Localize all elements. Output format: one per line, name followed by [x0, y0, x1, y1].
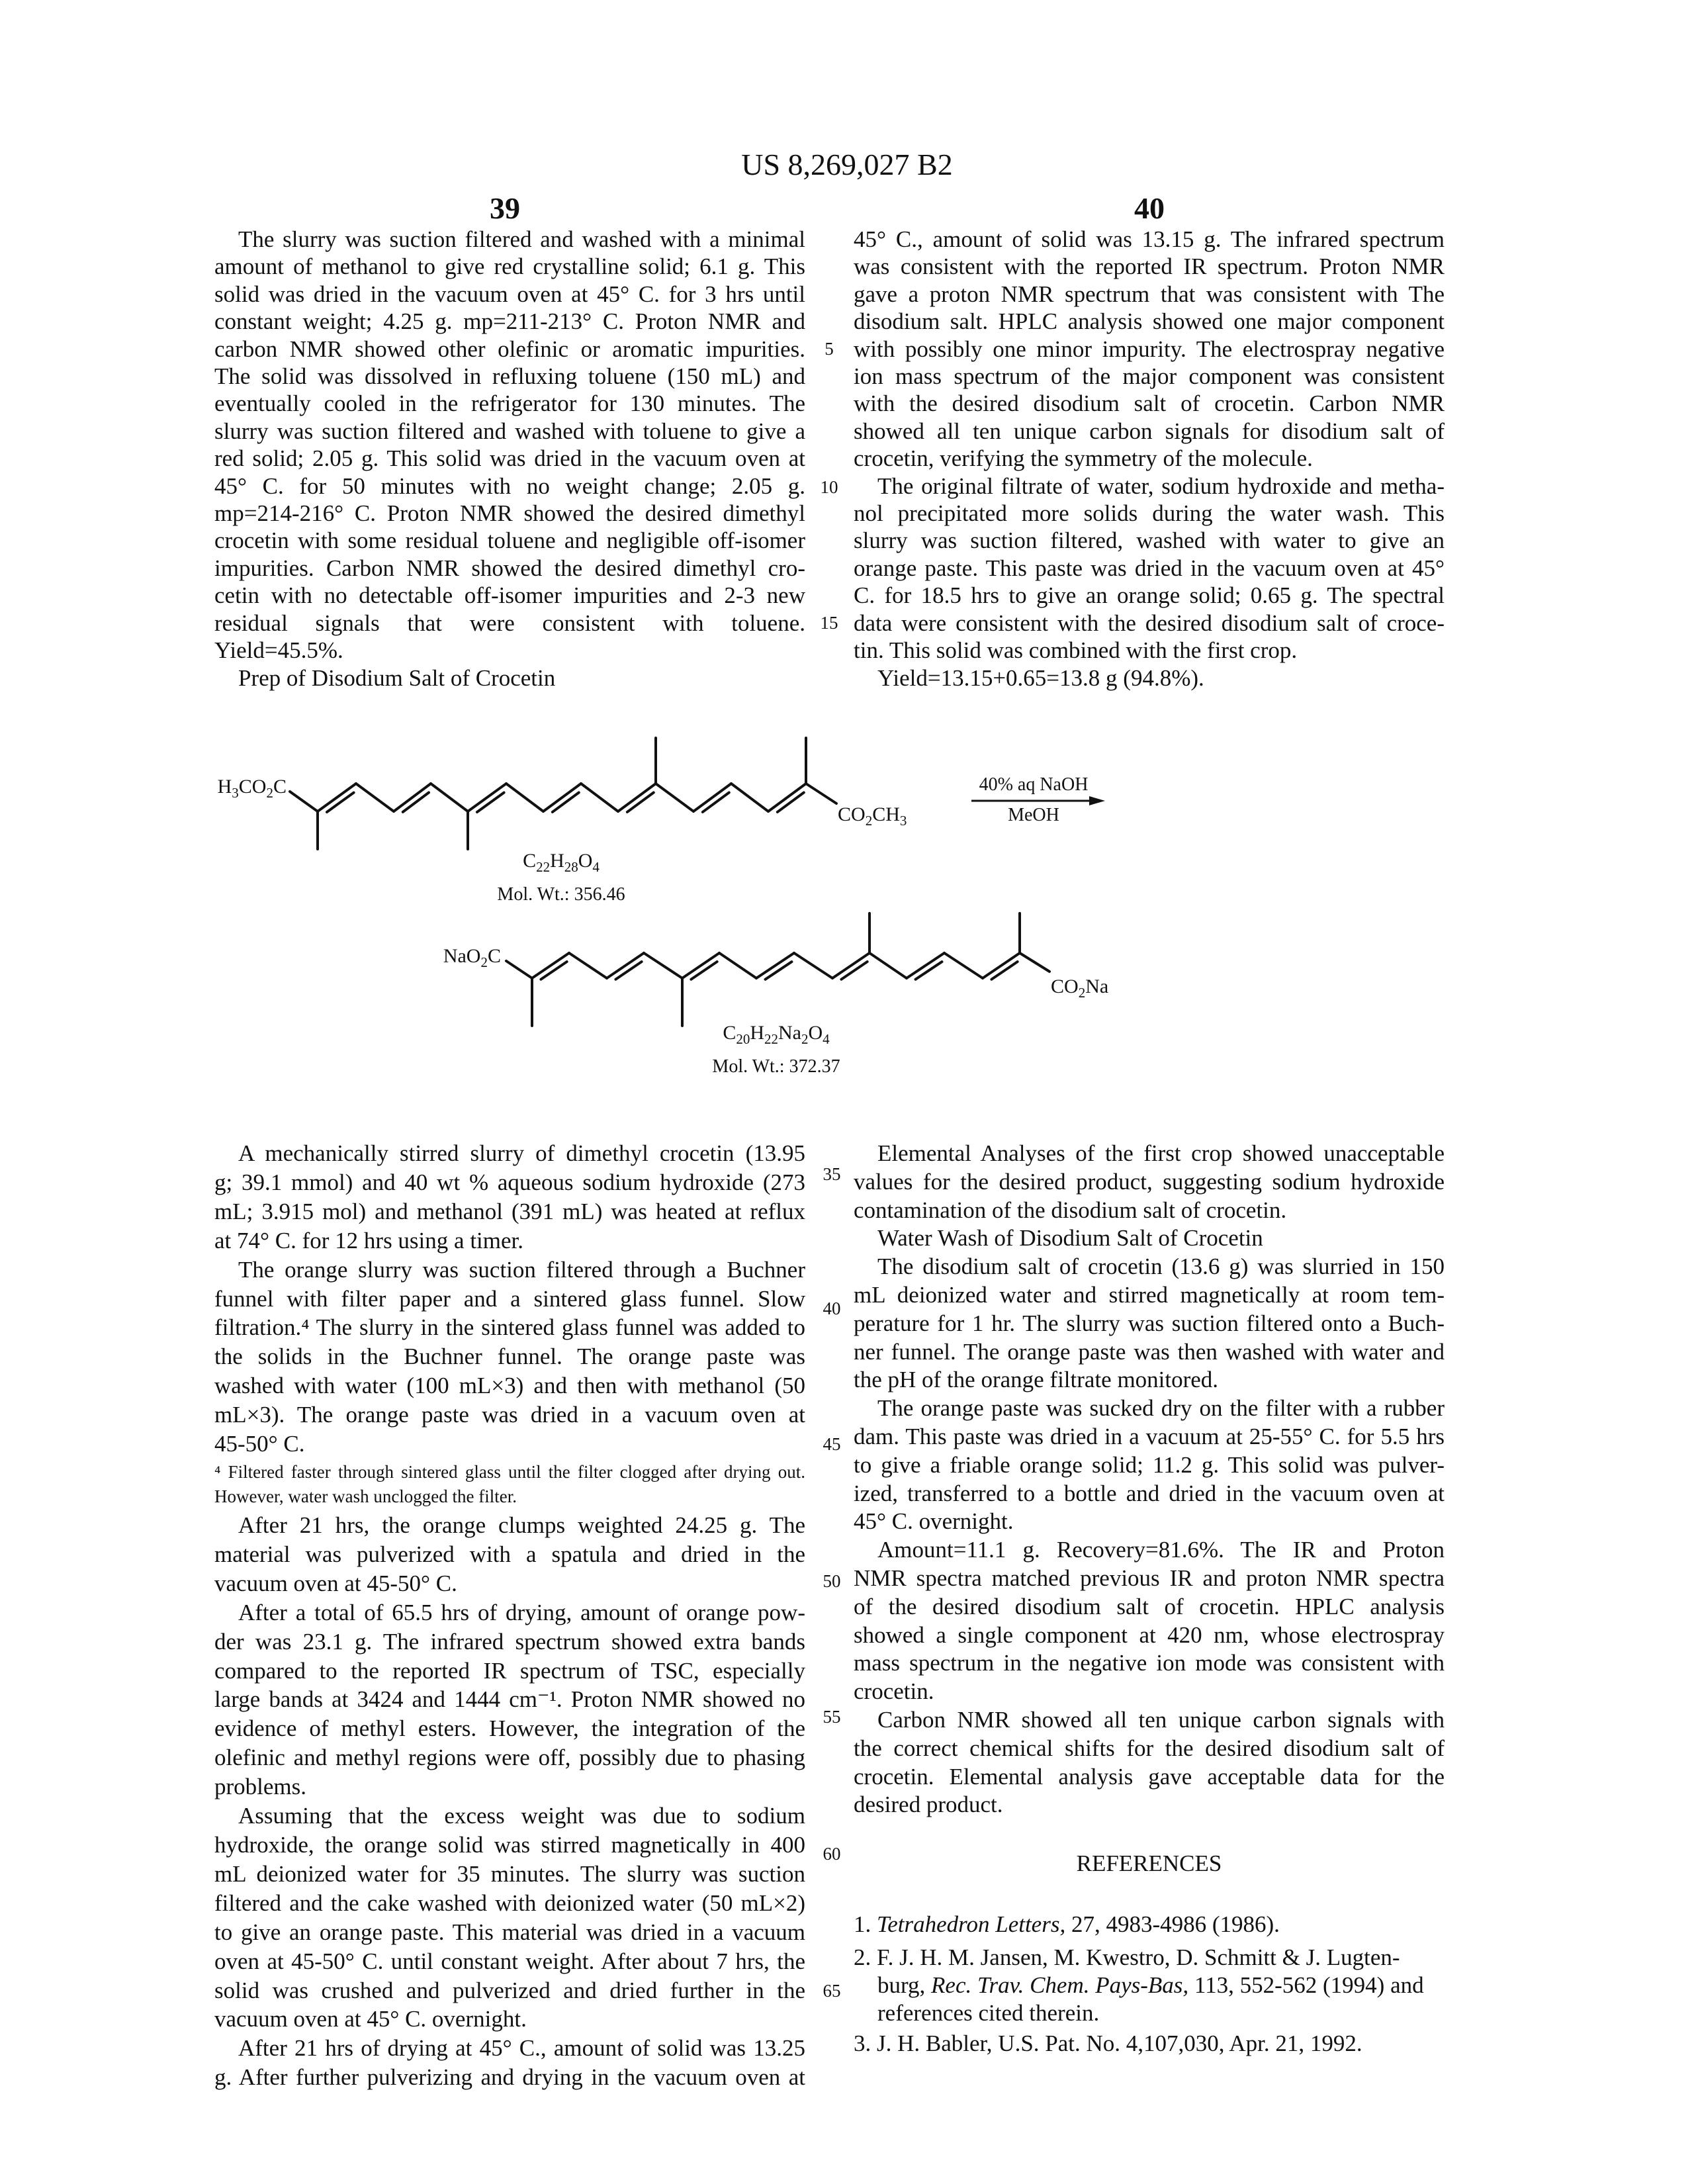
double-bond: [907, 953, 944, 978]
ref-authors-cont: burg,: [877, 1972, 931, 1998]
text-line: The original filtrate of water, sodium hydroxide and metha-: [854, 473, 1445, 500]
single-bond: [569, 953, 607, 978]
text-line: slurry was suction filtered, washed with water to give an: [854, 527, 1445, 554]
text-line: mL deionized water and stirred magnetically at room tem-: [854, 1281, 1445, 1310]
line-number: 45: [815, 1434, 848, 1454]
text-line: mL×3). The orange paste was dried in a vacuum oven at: [214, 1400, 805, 1430]
text-line: nol precipitated more solids during the water wash. This: [854, 500, 1445, 527]
text-line: The orange slurry was suction filtered through a Buchner: [214, 1255, 805, 1285]
text-line: problems.: [214, 1772, 805, 1801]
text-line: Carbon NMR showed all ten unique carbon signals with: [854, 1706, 1445, 1735]
text-line: gave a proton NMR spectrum that was consistent with The: [854, 281, 1445, 308]
ref-number: 3.: [854, 2030, 877, 2056]
text-line: C. for 18.5 hrs to give an orange solid; 0.65 g. The spectral: [854, 582, 1445, 609]
text-line: Elemental Analyses of the first crop showed unacceptable: [854, 1140, 1445, 1168]
patent-number: US 8,269,027 B2: [0, 147, 1694, 182]
reference-item: [854, 1911, 1445, 1938]
text-line: ner funnel. The orange paste was then washed with water and: [854, 1338, 1445, 1367]
single-bond: [431, 784, 468, 811]
single-bond: [506, 784, 543, 811]
text-line: hydroxide, the orange solid was stirred magnetically in 400: [214, 1831, 805, 1860]
text-line: dam. This paste was dried in a vacuum at 25-55° C. for 5.5 hrs: [854, 1423, 1445, 1451]
text-line: constant weight; 4.25 g. mp=211-213° C. Proton NMR and: [214, 308, 805, 335]
text-line: residual signals that were consistent with toluene.: [214, 610, 805, 637]
product-right-label: CO2Na: [1051, 976, 1108, 1001]
text-line: with the desired disodium salt of crocetin. Carbon NMR: [854, 390, 1445, 417]
reaction-scheme: [0, 0, 1694, 1125]
double-bond: [618, 784, 656, 811]
text-line: vacuum oven at 45-50° C.: [214, 1569, 805, 1598]
text-line: After 21 hrs of drying at 45° C., amount of solid was 13.25: [214, 2034, 805, 2063]
line-number: 10: [813, 477, 846, 497]
text-line: filtration.⁴ The slurry in the sintered glass funnel was added to: [214, 1313, 805, 1342]
references-heading: REFERENCES: [854, 1850, 1445, 1877]
double-bond: [394, 784, 431, 811]
text-line: ized, transferred to a bottle and dried in the vacuum oven at: [854, 1480, 1445, 1508]
double-bond: [468, 784, 506, 811]
text-line: evidence of methyl esters. However, the integration of the: [214, 1714, 805, 1743]
text-line: 45° C., amount of solid was 13.15 g. The infrared spectrum: [854, 226, 1445, 253]
page-number-left: 39: [465, 191, 545, 226]
text-line: tin. This solid was combined with the first crop.: [854, 637, 1445, 664]
text-line: filtered and the cake washed with deionized water (50 mL×2): [214, 1889, 805, 1918]
text-line: mp=214-216° C. Proton NMR showed the desired dimethyl: [214, 500, 805, 527]
double-bond: [607, 953, 644, 978]
text-line: the solids in the Buchner funnel. The orange paste was: [214, 1342, 805, 1371]
text-line: to give a friable orange solid; 11.2 g. This solid was pulver-: [854, 1451, 1445, 1480]
text-line: to give an orange paste. This material was dried in a vacuum: [214, 1918, 805, 1947]
text-line: ion mass spectrum of the major component was consistent: [854, 363, 1445, 390]
text-line: However, water wash unclogged the filter.: [214, 1484, 805, 1509]
single-bond: [1020, 953, 1049, 972]
line-number: 65: [815, 1981, 848, 2001]
text-line: data were consistent with the desired disodium salt of croce-: [854, 610, 1445, 637]
double-bond: [318, 784, 356, 811]
product-mol-wt: Mol. Wt.: 372.37: [712, 1056, 840, 1077]
text-line: values for the desired product, suggesting sodium hydroxide: [854, 1168, 1445, 1197]
text-line: washed with water (100 mL×3) and then with methanol (50: [214, 1371, 805, 1400]
text-line: of the desired disodium salt of crocetin. HPLC analysis: [854, 1593, 1445, 1621]
reference-item: [854, 2030, 1445, 2058]
text-line: carbon NMR showed other olefinic or aromatic impurities.: [214, 336, 805, 363]
text-line: Yield=13.15+0.65=13.8 g (94.8%).: [854, 664, 1445, 692]
ref-detail: 27, 4983-4986 (1986).: [1065, 1911, 1280, 1937]
double-bond: [768, 784, 806, 811]
reagent-top: 40% aq NaOH: [979, 774, 1089, 795]
single-bond: [506, 961, 532, 978]
single-bond: [644, 953, 682, 978]
text-line: perature for 1 hr. The slurry was suction filtered onto a Buch-: [854, 1310, 1445, 1338]
reactant-mol-wt: Mol. Wt.: 356.46: [497, 884, 625, 905]
product-left-label: NaO2C: [443, 945, 501, 970]
ref-journal: Tetrahedron Letters,: [877, 1911, 1065, 1937]
text-line: crocetin.: [854, 1678, 1445, 1706]
page-number-right: 40: [1110, 191, 1189, 226]
reference-item: [854, 1944, 1445, 2027]
text-line: material was pulverized with a spatula and dried in the: [214, 1540, 805, 1569]
ref-number: 2.: [854, 1944, 877, 1970]
single-bond: [290, 792, 318, 811]
line-number: 40: [815, 1298, 848, 1318]
ref-detail: J. H. Babler, U.S. Pat. No. 4,107,030, Apr. 21, 1992.: [877, 2030, 1362, 2056]
text-line: The orange paste was sucked dry on the filter with a rubber: [854, 1394, 1445, 1423]
text-line: olefinic and methyl regions were off, possibly due to phasing: [214, 1743, 805, 1772]
text-line: solid was crushed and pulverized and dried further in the: [214, 1976, 805, 2005]
text-line: mL deionized water for 35 minutes. The slurry was suction: [214, 1860, 805, 1889]
text-line: slurry was suction filtered and washed with toluene to give a: [214, 418, 805, 445]
text-line: mass spectrum in the negative ion mode was consistent with: [854, 1649, 1445, 1678]
text-line: mL; 3.915 mol) and methanol (391 mL) was heated at reflux: [214, 1197, 805, 1226]
text-line: g; 39.1 mmol) and 40 wt % aqueous sodium hydroxide (273: [214, 1168, 805, 1197]
text-line: disodium salt. HPLC analysis showed one major component: [854, 308, 1445, 335]
text-line: funnel with filter paper and a sintered glass funnel. Slow: [214, 1285, 805, 1314]
ref-detail: 113, 552-562 (1994) and: [1188, 1972, 1423, 1998]
text-line: impurities. Carbon NMR showed the desired dimethyl cro-: [214, 555, 805, 582]
single-bond: [356, 784, 394, 811]
single-bond: [869, 953, 907, 978]
text-line: orange paste. This paste was dried in the vacuum oven at 45°: [854, 555, 1445, 582]
ref-number: 1.: [854, 1911, 877, 1937]
text-line: der was 23.1 g. The infrared spectrum showed extra bands: [214, 1627, 805, 1657]
text-line: A mechanically stirred slurry of dimethyl crocetin (13.95: [214, 1139, 805, 1168]
text-line: eventually cooled in the refrigerator for 130 minutes. The: [214, 390, 805, 417]
text-line: Prep of Disodium Salt of Crocetin: [214, 664, 805, 692]
footnote: [214, 1460, 805, 1509]
arrow-head-icon: [1089, 796, 1105, 805]
column-left-bottom-b: [214, 1511, 805, 2092]
text-line: amount of methanol to give red crystalline solid; 6.1 g. This: [214, 253, 805, 280]
text-line: crocetin. Elemental analysis gave acceptable data for the: [854, 1763, 1445, 1792]
reactant-right-label: CO2CH3: [838, 803, 907, 829]
text-line: The disodium salt of crocetin (13.6 g) was slurried in 150: [854, 1253, 1445, 1281]
column-right-bottom: [854, 1140, 1445, 1819]
text-line: After 21 hrs, the orange clumps weighted 24.25 g. The: [214, 1511, 805, 1540]
text-line: crocetin with some residual toluene and negligible off-isomer: [214, 527, 805, 554]
text-line: The slurry was suction filtered and washed with a minimal: [214, 226, 805, 253]
text-line: 45° C. for 50 minutes with no weight change; 2.05 g.: [214, 473, 805, 500]
single-bond: [944, 953, 983, 978]
double-bond: [682, 953, 719, 978]
text-line: cetin with no detectable off-isomer impurities and 2-3 new: [214, 582, 805, 609]
text-line: solid was dried in the vacuum oven at 45° C. for 3 hrs until: [214, 281, 805, 308]
text-line: Assuming that the excess weight was due to sodium: [214, 1801, 805, 1831]
single-bond: [731, 784, 768, 811]
product-formula: C20H22Na2O4: [723, 1022, 830, 1047]
text-line: was consistent with the reported IR spectrum. Proton NMR: [854, 253, 1445, 280]
text-line: desired product.: [854, 1791, 1445, 1819]
line-number: 15: [813, 613, 846, 633]
line-number: 35: [815, 1164, 848, 1184]
single-bond: [656, 784, 693, 811]
text-line: compared to the reported IR spectrum of TSC, especially: [214, 1657, 805, 1686]
text-line: at 74° C. for 12 hrs using a timer.: [214, 1226, 805, 1255]
line-number: 60: [815, 1844, 848, 1864]
text-line: Yield=45.5%.: [214, 637, 805, 664]
double-bond: [983, 953, 1020, 978]
reactant-formula: C22H28O4: [523, 850, 600, 875]
single-bond: [581, 784, 618, 811]
text-line: the pH of the orange filtrate monitored.: [854, 1366, 1445, 1394]
text-line: Water Wash of Disodium Salt of Crocetin: [854, 1224, 1445, 1253]
double-bond: [832, 953, 869, 978]
text-line: The solid was dissolved in refluxing toluene (150 mL) and: [214, 363, 805, 390]
text-line: oven at 45-50° C. until constant weight. After about 7 hrs, the: [214, 1947, 805, 1976]
line-number: 5: [813, 339, 846, 359]
text-line: 45° C. overnight.: [854, 1508, 1445, 1536]
double-bond: [756, 953, 794, 978]
text-line: NMR spectra matched previous IR and proton NMR spectra: [854, 1565, 1445, 1593]
text-line: contamination of the disodium salt of crocetin.: [854, 1197, 1445, 1225]
double-bond: [543, 784, 581, 811]
text-line: red solid; 2.05 g. This solid was dried in the vacuum oven at: [214, 445, 805, 472]
ref-journal: Rec. Trav. Chem. Pays-Bas,: [931, 1972, 1188, 1998]
text-line: showed all ten unique carbon signals for disodium salt of: [854, 418, 1445, 445]
line-number: 55: [815, 1707, 848, 1727]
text-line: with possibly one minor impurity. The electrospray negative: [854, 336, 1445, 363]
single-bond: [806, 784, 836, 803]
reagent-bottom: MeOH: [1008, 805, 1059, 825]
text-line: showed a single component at 420 nm, whose electrospray: [854, 1621, 1445, 1650]
column-left-bottom-a: [214, 1139, 805, 1459]
double-bond: [693, 784, 731, 811]
text-line: 45-50° C.: [214, 1430, 805, 1459]
double-bond: [532, 953, 569, 978]
single-bond: [794, 953, 832, 978]
text-line: vacuum oven at 45° C. overnight.: [214, 2005, 805, 2034]
reactant-left-label: H3CO2C: [218, 776, 287, 801]
text-line: crocetin, verifying the symmetry of the molecule.: [854, 445, 1445, 472]
text-line: After a total of 65.5 hrs of drying, amount of orange pow-: [214, 1598, 805, 1627]
text-line: Amount=11.1 g. Recovery=81.6%. The IR and Proton: [854, 1536, 1445, 1565]
text-line: ⁴ Filtered faster through sintered glass until the filter clogged after drying out.: [214, 1460, 805, 1484]
single-bond: [719, 953, 756, 978]
ref-detail-cont: references cited therein.: [854, 1999, 1445, 2027]
line-number: 50: [815, 1571, 848, 1591]
text-line: large bands at 3424 and 1444 cm⁻¹. Proton NMR showed no: [214, 1685, 805, 1714]
text-line: the correct chemical shifts for the desired disodium salt of: [854, 1735, 1445, 1763]
ref-authors: F. J. H. M. Jansen, M. Kwestro, D. Schmitt & J. Lugten-: [877, 1944, 1400, 1970]
text-line: g. After further pulverizing and drying in the vacuum oven at: [214, 2063, 805, 2092]
